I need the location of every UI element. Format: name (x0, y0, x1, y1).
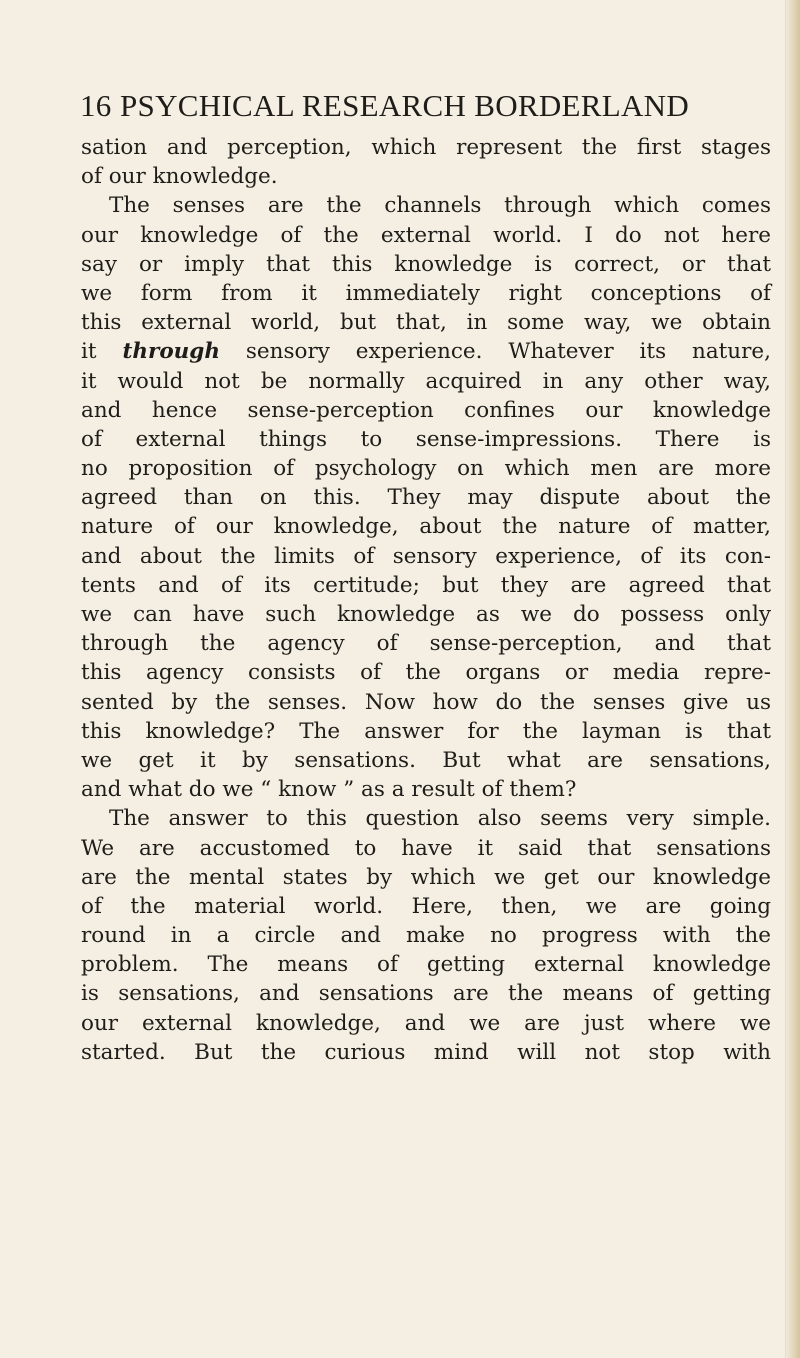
text-line: no proposition of psychology on which men are more (81, 456, 771, 482)
text-line: problem. The means of getting external knowledge (81, 952, 771, 978)
emphasized-word: through (122, 339, 220, 365)
running-title: PSYCHICAL RESEARCH BORDERLAND (120, 88, 690, 123)
text-line: and hence sense-perception confines our knowledge (81, 397, 771, 423)
text-line: tents and of its certitude; but they are agreed that (81, 572, 771, 598)
page-number: 16 (80, 88, 112, 123)
text-line: our knowledge of the external world. I do not here (81, 222, 771, 248)
text-line: we form from it immediately right conceptions of (81, 280, 771, 306)
text-line: are the mental states by which we get our knowledge (81, 864, 771, 890)
text-line: is sensations, and sensations are the means of getting (81, 981, 771, 1007)
text-line: sation and perception, which represent the first stages (81, 135, 771, 160)
text-line: of our knowledge. (81, 164, 278, 190)
text-line: of the material world. Here, then, we are going (81, 893, 771, 919)
running-header (80, 88, 770, 124)
text-line: The answer to this question also seems very simple. (109, 806, 771, 832)
text-line: nature of our knowledge, about the nature of matter, (81, 514, 771, 540)
text-line: through the agency of sense-perception, and that (81, 631, 771, 657)
text-line: say or imply that this knowledge is correct, or that (81, 251, 771, 277)
text-line (81, 337, 771, 366)
text-line: We are accustomed to have it said that sensations (81, 835, 771, 861)
text-line: and about the limits of sensory experience, of its con- (81, 543, 771, 569)
text-line: of external things to sense-impressions. There is (81, 426, 771, 452)
text-line: and what do we “ know ” as a result of them? (81, 777, 577, 803)
text-line: round in a circle and make no progress with the (81, 923, 771, 949)
line-segment: it (81, 339, 123, 365)
line-segment: sensory experience. Whatever its nature, (219, 339, 771, 365)
text-line: The senses are the channels through which comes (109, 193, 771, 219)
text-line: we can have such knowledge as we do possess only (81, 602, 771, 627)
body-text (81, 133, 771, 1067)
text-line: our external knowledge, and we are just where we (81, 1010, 771, 1036)
text-line: this agency consists of the organs or media repre- (81, 660, 771, 686)
page-edge (786, 0, 800, 1358)
text-line: agreed than on this. They may dispute about the (81, 485, 771, 511)
text-line: this external world, but that, in some way, we obtain (81, 310, 771, 336)
text-line: sented by the senses. Now how do the senses give us (81, 689, 771, 715)
text-line: it would not be normally acquired in any other way, (81, 368, 771, 394)
text-line: this knowledge? The answer for the layman is that (81, 718, 771, 744)
text-line: we get it by sensations. But what are sensations, (81, 747, 771, 773)
text-line: started. But the curious mind will not stop with (81, 1039, 771, 1065)
